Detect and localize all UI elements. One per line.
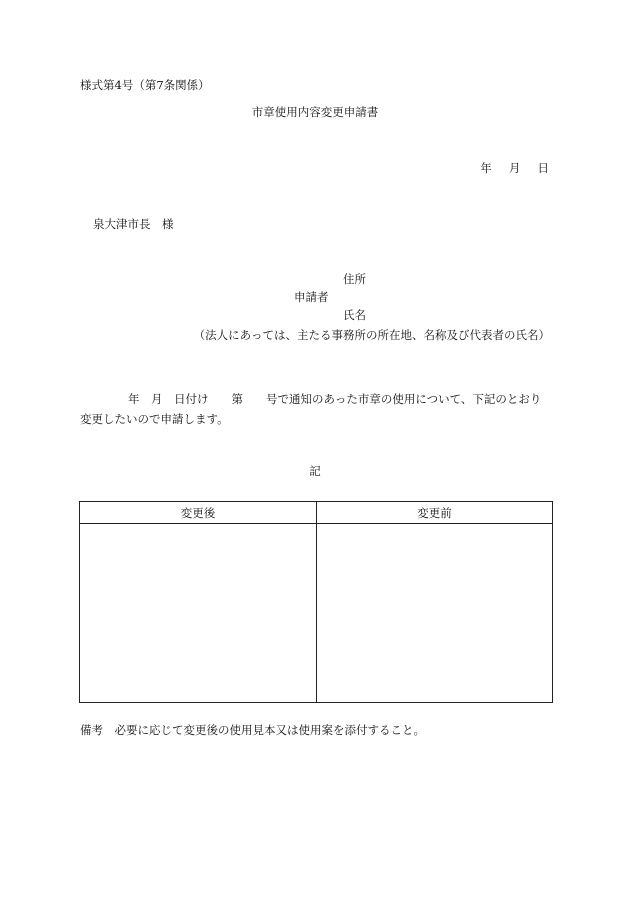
name-label: 氏名: [343, 308, 366, 322]
date-day: 日: [537, 161, 549, 175]
date-month: 月: [508, 161, 521, 175]
header-after-change: 変更後: [80, 502, 317, 524]
table-header-row: [80, 502, 553, 524]
date-line: [478, 163, 549, 175]
table-row: [80, 524, 553, 703]
corporate-note: （法人にあっては、主たる事務所の所在地、名称及び代表者の氏名）: [193, 328, 550, 342]
date-year: 年: [480, 161, 492, 175]
applicant-label: 申請者: [294, 290, 329, 304]
form-number: 様式第4号（第7条関係）: [80, 78, 210, 92]
addressee: 泉大津市長 様: [93, 217, 174, 231]
body-text: 年 月 日付け 第 号で通知のあった市章の使用について、下記のとおり変更したいので申請します。: [80, 392, 542, 426]
ki-heading: 記: [309, 464, 321, 478]
before-change-cell[interactable]: [317, 524, 553, 703]
document-title: 市章使用内容変更申請書: [251, 105, 379, 119]
address-label: 住所: [343, 272, 366, 286]
change-table: [79, 501, 553, 703]
after-change-cell[interactable]: [80, 524, 317, 703]
header-before-change: 変更前: [317, 502, 553, 524]
remarks: 備考 必要に応じて変更後の使用見本又は使用案を添付すること。: [80, 723, 425, 737]
